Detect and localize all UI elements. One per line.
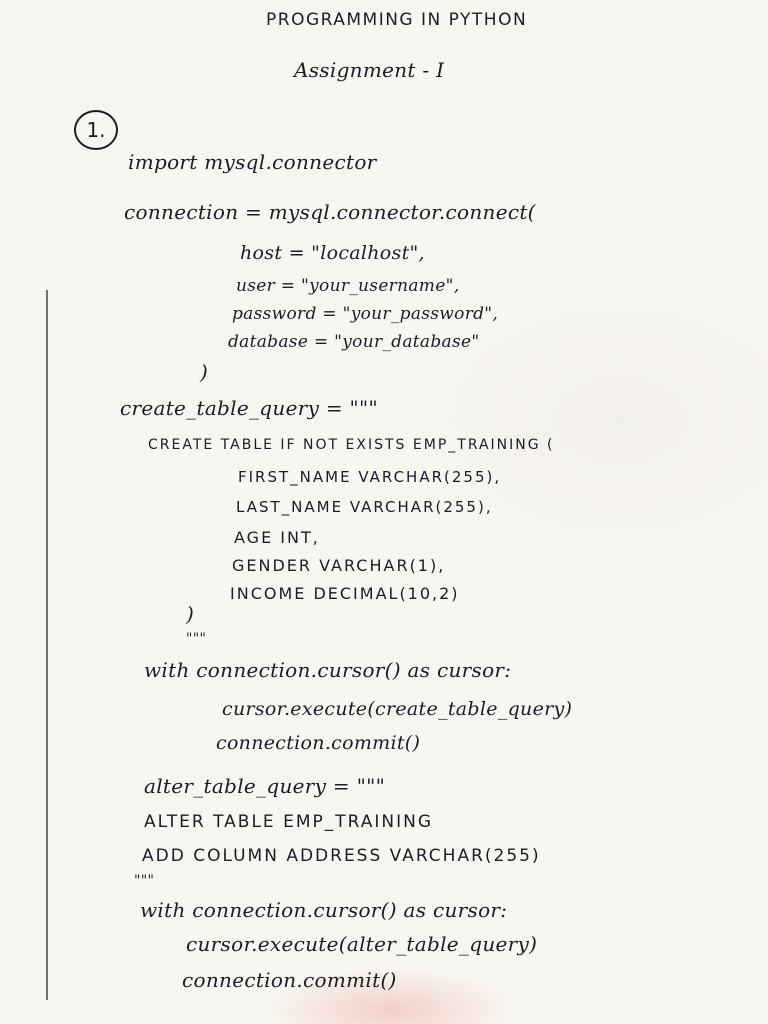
code-line: """ bbox=[134, 873, 155, 889]
assignment-heading: Assignment - I bbox=[294, 58, 445, 82]
code-line: host = "localhost", bbox=[240, 242, 425, 264]
code-line: ) bbox=[200, 360, 209, 384]
code-line: with connection.cursor() as cursor: bbox=[144, 658, 512, 682]
code-line: LAST_NAME VARCHAR(255), bbox=[236, 498, 493, 516]
code-line: """ bbox=[186, 631, 207, 647]
code-line: connection.commit() bbox=[216, 732, 421, 754]
code-line: ADD COLUMN ADDRESS VARCHAR(255) bbox=[142, 846, 541, 866]
question-number bbox=[74, 110, 118, 150]
code-line: INCOME DECIMAL(10,2) bbox=[230, 584, 460, 603]
page-edge-line bbox=[46, 290, 48, 1000]
code-line: AGE INT, bbox=[234, 528, 320, 547]
code-line: password = "your_password", bbox=[232, 304, 499, 324]
code-line: connection = mysql.connector.connect( bbox=[124, 200, 536, 224]
code-line: cursor.execute(create_table_query) bbox=[222, 698, 573, 720]
page-title: PROGRAMMING IN PYTHON bbox=[266, 10, 528, 30]
code-line: ) bbox=[186, 602, 195, 626]
code-line: GENDER VARCHAR(1), bbox=[232, 556, 446, 575]
code-line: with connection.cursor() as cursor: bbox=[140, 898, 508, 922]
code-line: alter_table_query = """ bbox=[144, 774, 386, 798]
code-line: FIRST_NAME VARCHAR(255), bbox=[238, 468, 502, 486]
code-line: connection.commit() bbox=[182, 968, 397, 992]
code-line: import mysql.connector bbox=[128, 150, 377, 174]
question-number-label: 1. bbox=[86, 118, 106, 142]
code-line: CREATE TABLE IF NOT EXISTS EMP_TRAINING ( bbox=[148, 437, 555, 453]
code-line: cursor.execute(alter_table_query) bbox=[186, 932, 538, 956]
code-line: create_table_query = """ bbox=[120, 396, 379, 420]
code-line: database = "your_database" bbox=[228, 332, 480, 352]
code-line: ALTER TABLE EMP_TRAINING bbox=[144, 812, 434, 832]
code-line: user = "your_username", bbox=[236, 276, 460, 296]
